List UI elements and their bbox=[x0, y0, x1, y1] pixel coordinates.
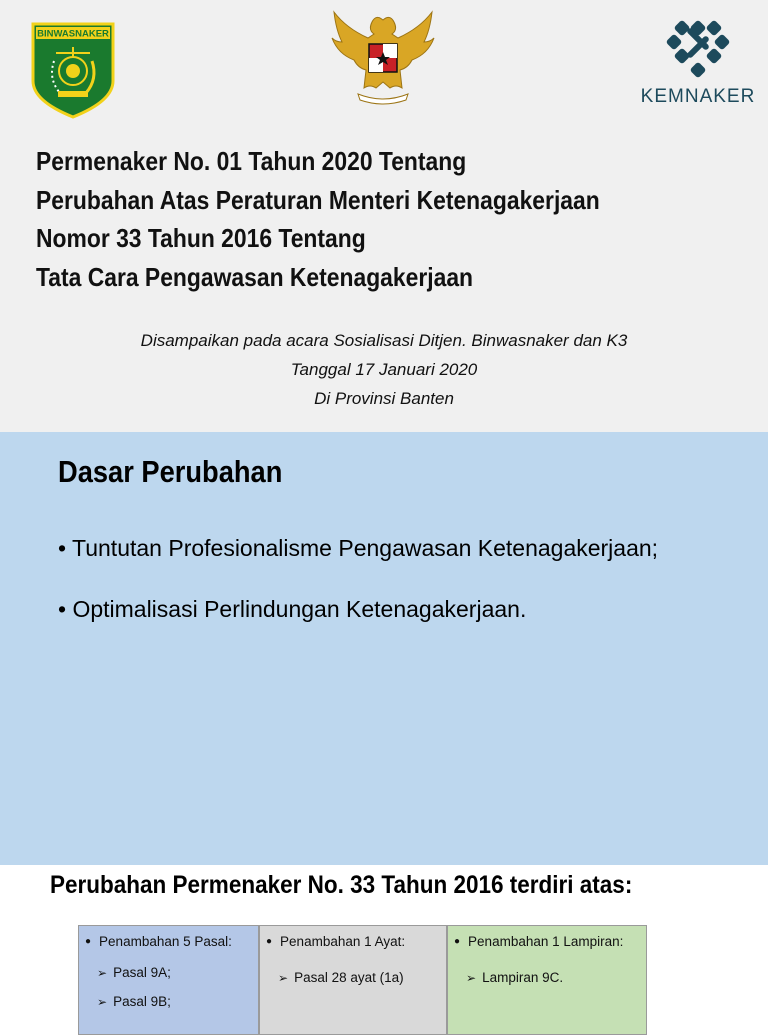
bullet-item: • Tuntutan Profesionalisme Pengawasan Ketenagakerjaan; bbox=[58, 535, 659, 561]
bullet-list bbox=[58, 532, 758, 654]
subtitle-line-3: Di Provinsi Banten bbox=[314, 389, 454, 408]
box-ayat bbox=[259, 925, 447, 1035]
box-heading: Penambahan 1 Lampiran: bbox=[468, 934, 624, 949]
title-slide bbox=[0, 0, 768, 432]
box-item-text: Pasal 28 ayat (1a) bbox=[294, 970, 404, 985]
garuda-emblem-icon bbox=[328, 8, 438, 108]
box-item-text: Pasal 9B; bbox=[113, 994, 171, 1009]
arrow-bullet-icon: ➢ bbox=[278, 971, 289, 985]
box-item-text: Pasal 9A; bbox=[113, 965, 171, 980]
binwasnaker-logo-text: BINWASNAKER bbox=[37, 28, 109, 40]
title-line-3: Nomor 33 Tahun 2016 Tentang bbox=[36, 223, 366, 253]
title-line-1: Permenaker No. 01 Tahun 2020 Tentang bbox=[36, 146, 467, 176]
box-heading: Penambahan 5 Pasal: bbox=[99, 934, 232, 949]
kemnaker-logo-text: KEMNAKER bbox=[640, 86, 756, 107]
title-line-2: Perubahan Atas Peraturan Menteri Ketenagakerjaan bbox=[36, 184, 600, 215]
bullet-dot-icon: ● bbox=[454, 936, 461, 947]
subtitle-line-2: Tanggal 17 Januari 2020 bbox=[290, 360, 478, 379]
subtitle bbox=[0, 326, 768, 413]
perubahan-slide bbox=[0, 865, 768, 1024]
dasar-perubahan-slide bbox=[0, 432, 768, 865]
section-title: Perubahan Permenaker No. 33 Tahun 2016 terdiri atas: bbox=[50, 871, 633, 899]
bullet-dot-icon: ● bbox=[85, 936, 92, 947]
arrow-bullet-icon: ➢ bbox=[97, 995, 108, 1009]
section-title: Dasar Perubahan bbox=[58, 454, 283, 489]
page-title bbox=[36, 142, 670, 296]
box-pasal bbox=[78, 925, 259, 1035]
arrow-bullet-icon: ➢ bbox=[97, 966, 108, 980]
arrow-bullet-icon: ➢ bbox=[466, 971, 477, 985]
subtitle-line-1: Disampaikan pada acara Sosialisasi Ditjen. Binwasnaker dan K3 bbox=[140, 331, 628, 350]
box-heading: Penambahan 1 Ayat: bbox=[280, 934, 406, 949]
title-line-4: Tata Cara Pengawasan Ketenagakerjaan bbox=[36, 261, 474, 292]
bullet-dot-icon: ● bbox=[266, 936, 273, 947]
change-boxes bbox=[78, 925, 648, 1024]
binwasnaker-logo bbox=[30, 21, 116, 119]
bullet-item: • Optimalisasi Perlindungan Ketenagakerjaan. bbox=[58, 596, 527, 622]
box-item-text: Lampiran 9C. bbox=[482, 970, 564, 985]
box-lampiran bbox=[447, 925, 647, 1035]
